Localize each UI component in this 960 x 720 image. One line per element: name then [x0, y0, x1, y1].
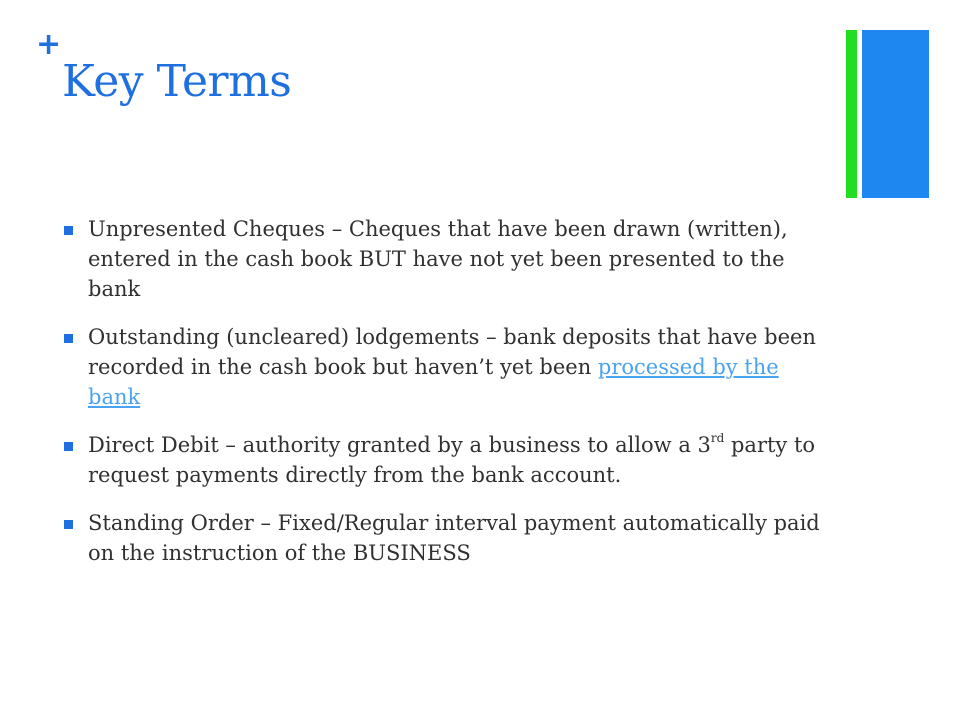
processed-by-bank-link[interactable]: processed by the bank — [88, 355, 779, 409]
bullet-outstanding-lodgements — [64, 322, 824, 412]
bullet-square-icon — [64, 226, 73, 235]
blue-accent-bar — [862, 30, 929, 198]
bullet-text: Outstanding (uncleared) lodgements – bank deposits that have been recorded in the cash book but haven’t yet been — [88, 325, 816, 379]
bullet-square-icon — [64, 442, 73, 451]
ordinal-superscript: rd — [710, 431, 725, 445]
bullet-standing-order — [64, 508, 824, 568]
bullet-square-icon — [64, 520, 73, 529]
bullet-text: Direct Debit – authority granted by a business to allow a 3 — [88, 433, 711, 457]
bullet-text-continued: party to request payments directly from the bank account. — [88, 433, 816, 487]
bullet-direct-debit — [64, 430, 824, 490]
green-accent-bar — [846, 30, 857, 198]
bullet-text: Unpresented Cheques – Cheques that have been drawn (written), entered in the cash book BUT have not yet been presented to the bank — [88, 217, 788, 301]
bullet-text: Standing Order – Fixed/Regular interval payment automatically paid on the instruction of the BUSINESS — [88, 511, 820, 565]
plus-mark: + — [36, 27, 62, 62]
key-terms-list — [64, 214, 824, 586]
bullet-unpresented-cheques — [64, 214, 824, 304]
slide-title: Key Terms — [62, 56, 292, 107]
bullet-square-icon — [64, 334, 73, 343]
